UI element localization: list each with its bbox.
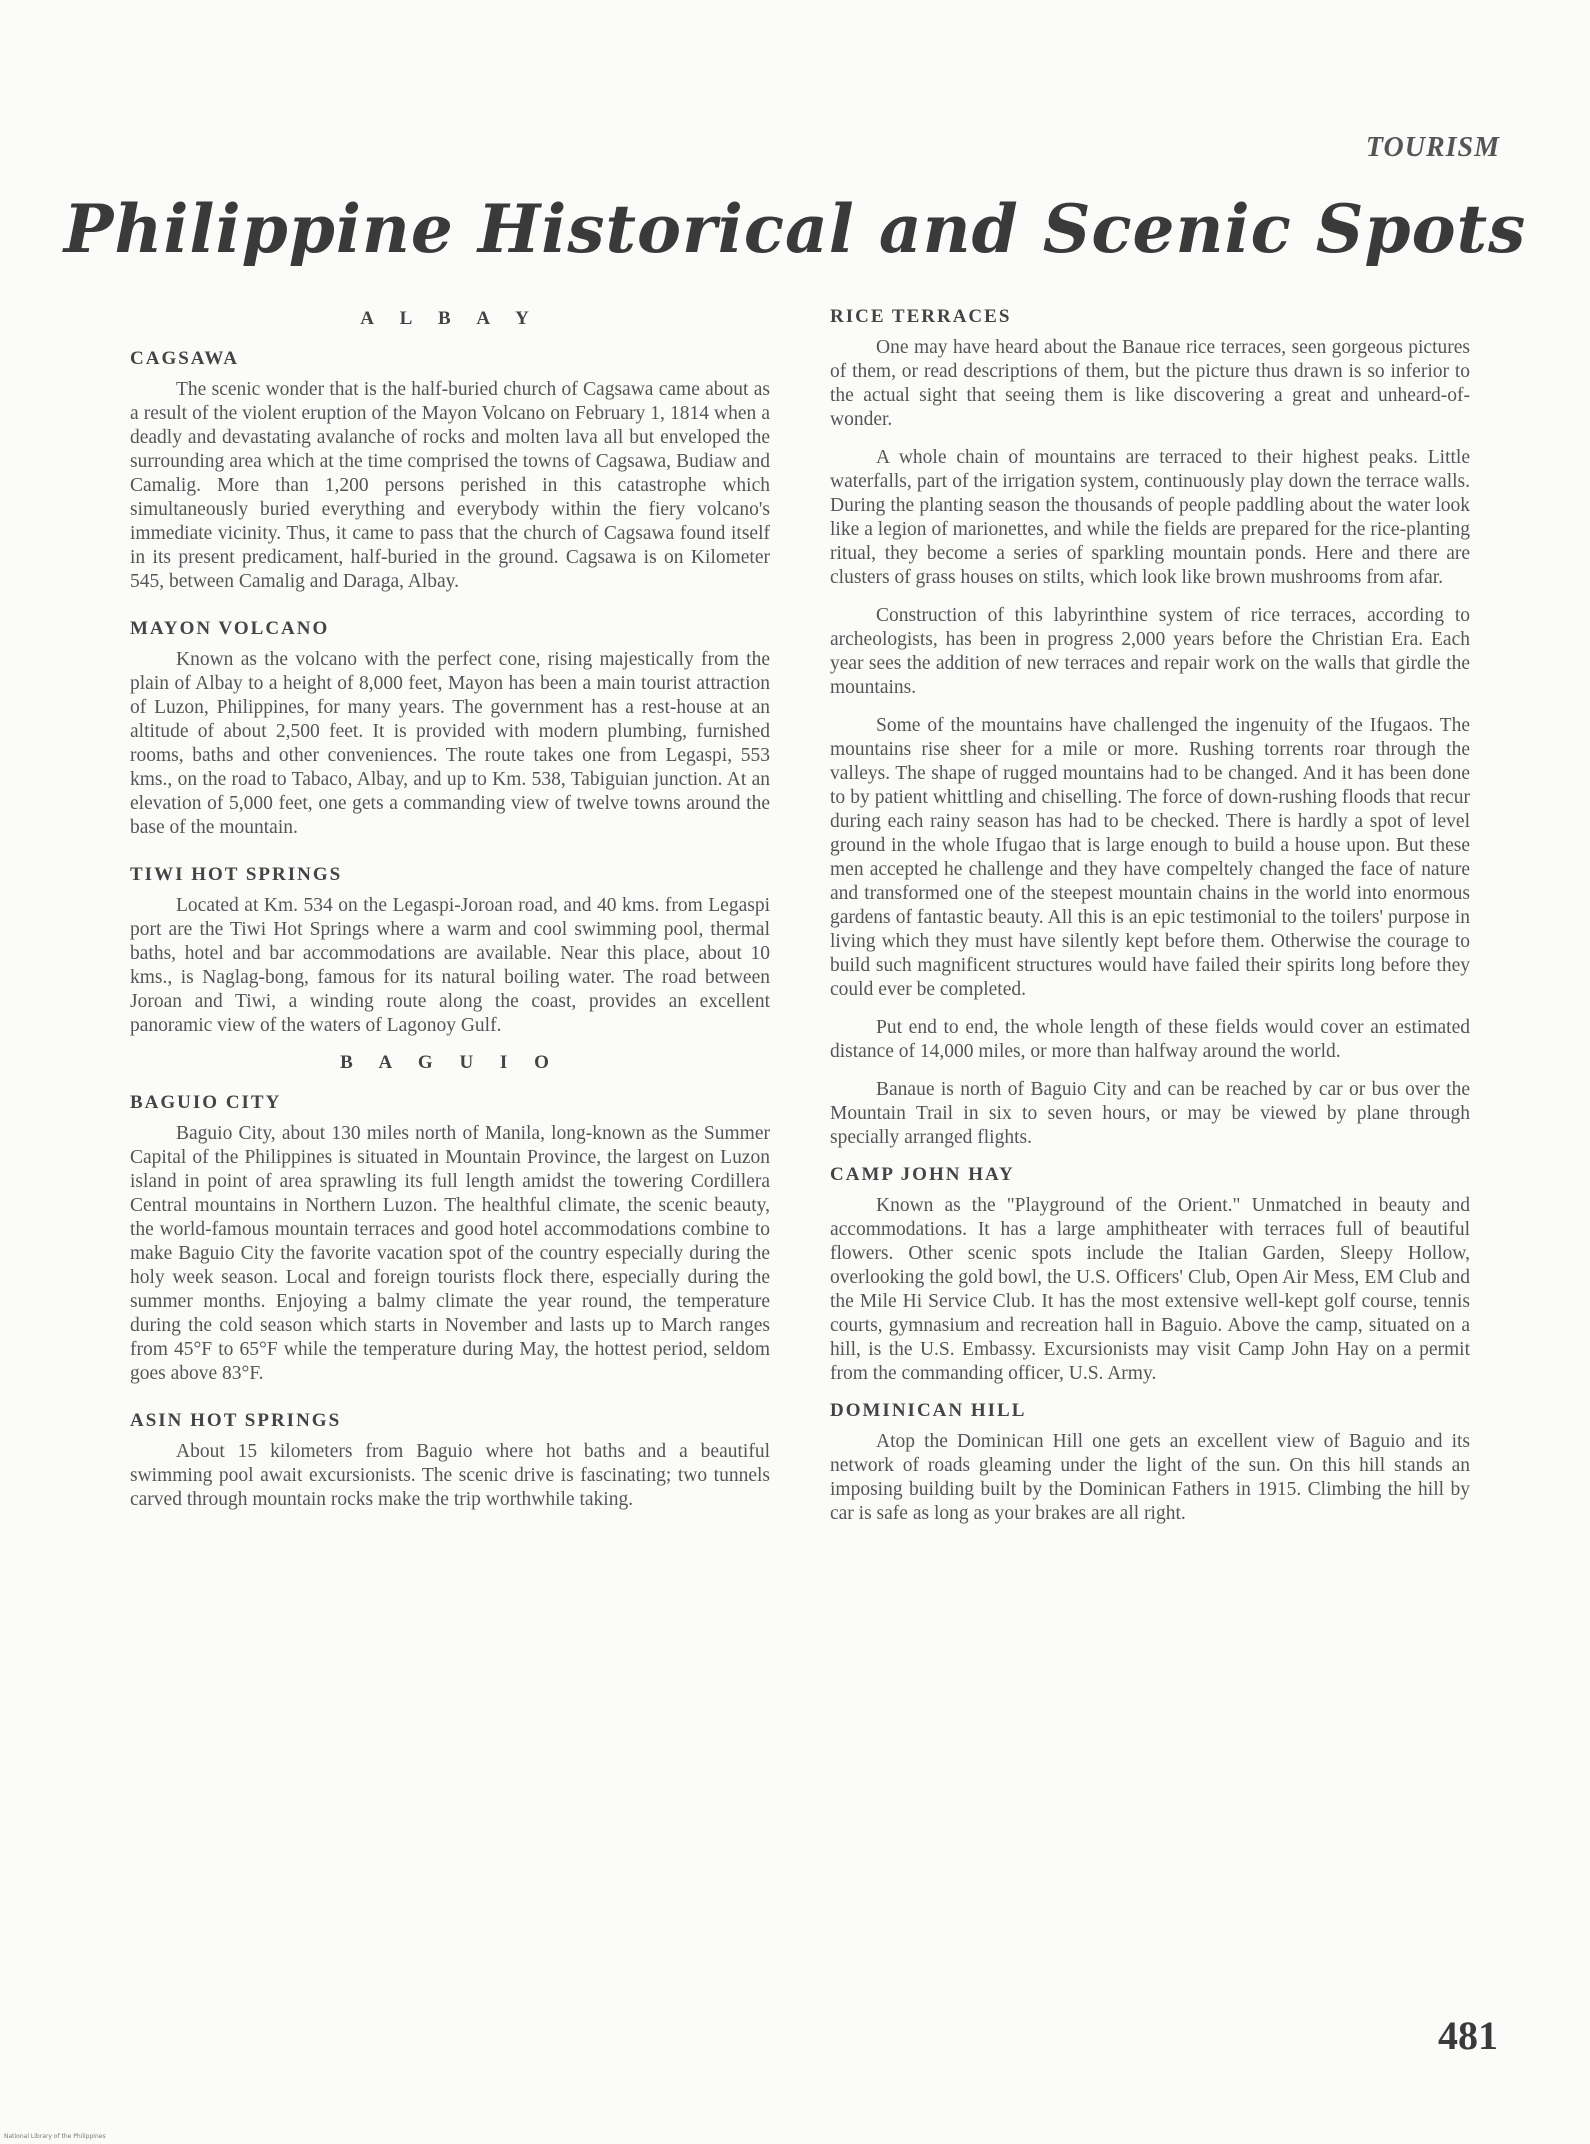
region-heading-albay: A L B A Y xyxy=(360,308,540,329)
article-rice-terraces-p4: Some of the mountains have challenged the ingenuity of the Ifugaos. The mountains rise sheer for a mile or more. Rushing torrents roar through the valleys. The shape of rugged mountains had to be changed. And it has been done to by patient whittling and chiselling. The force of down-rushing floods that recur during each rainy season has had to be checked. There is hardly a spot of level ground in the whole Ifugao that is large enough to build a house upon. But these men accepted he challenge and they have compeltely changed the face of nature and transformed one of the steepest mountain chains in the world into enormous gardens of fantastic beauty. All this is an epic testimonial to the toilers' purpose in living which they must have silently kept before them. Otherwise the courage to build such magnificent structures would have failed their spirits long before they could ever be completed. xyxy=(830,715,1470,1000)
heading-dominican-hill: DOMINICAN HILL xyxy=(830,1400,1027,1421)
article-tiwi-hot-springs: Located at Km. 534 on the Legaspi-Joroan road, and 40 kms. from Legaspi port are the Tiwi Hot Springs where a warm and cool swimming pool, thermal baths, hotel and bar accommodations are available. Near this place, about 10 kms., is Naglag-bong, famous for its natural boiling water. The road between Joroan and Tiwi, a winding route along the coast, provides an excellent panoramic view of the waters of Lagonoy Gulf. xyxy=(130,895,770,1036)
heading-rice-terraces: RICE TERRACES xyxy=(830,306,1012,327)
heading-cagsawa: CAGSAWA xyxy=(130,348,240,369)
article-rice-terraces-p3: Construction of this labyrinthine system of rice terraces, according to archeologists, has been in progress 2,000 years before the Christian Era. Each year sees the addition of new terraces and repair work on the walls that girdle the mountains. xyxy=(830,605,1470,698)
left-column xyxy=(130,298,770,1526)
heading-asin-hot-springs: ASIN HOT SPRINGS xyxy=(130,1410,342,1431)
page-title: Philippine Historical and Scenic Spots xyxy=(63,190,1527,268)
library-footnote: National Library of the Philippines xyxy=(4,2133,106,2140)
article-rice-terraces-p5: Put end to end, the whole length of these fields would cover an estimated distance of 14,000 miles, or more than halfway around the world. xyxy=(830,1017,1470,1062)
heading-baguio-city: BAGUIO CITY xyxy=(130,1092,282,1113)
article-mayon-volcano: Known as the volcano with the perfect cone, rising majestically from the plain of Albay to a height of 8,000 feet, Mayon has been a main tourist attraction of Luzon, Philippines, for many years. The government has a rest-house at an altitude of about 2,500 feet. It is provided with modern plumbing, furnished rooms, baths and other conveniences. The route takes one from Legaspi, 553 kms., on the road to Tabaco, Albay, and up to Km. 538, Tabiguian junction. At an elevation of 5,000 feet, one gets a commanding view of twelve towns around the base of the mountain. xyxy=(130,649,770,838)
right-column xyxy=(830,298,1470,1540)
article-rice-terraces-p2: A whole chain of mountains are terraced to their highest peaks. Little waterfalls, part of the irrigation system, continuously play down the terrace walls. During the planting season the thousands of people paddling about the water look like a legion of marionettes, and while the fields are prepared for the rice-planting ritual, they become a series of sparkling mountain ponds. Here and there are clusters of grass houses on stilts, which look like brown mushrooms from afar. xyxy=(830,447,1470,588)
section-tag: TOURISM xyxy=(1365,132,1500,163)
article-rice-terraces-p1: One may have heard about the Banaue rice terraces, seen gorgeous pictures of them, or read descriptions of them, but the picture thus drawn is so inferior to the actual sight that seeing them is like discovering a great and unheard-of-wonder. xyxy=(830,337,1470,430)
article-camp-john-hay: Known as the "Playground of the Orient." Unmatched in beauty and accommodations. It has a large amphitheater with terraces full of beautiful flowers. Other scenic spots include the Italian Garden, Sleepy Hollow, overlooking the gold bowl, the U.S. Officers' Club, Open Air Mess, EM Club and the Mile Hi Service Club. It has the most extensive well-kept golf course, tennis courts, gymnasium and recreation hall in Baguio. Above the camp, situated on a hill, is the U.S. Embassy. Excursionists may visit Camp John Hay on a permit from the commanding officer, U.S. Army. xyxy=(830,1195,1470,1384)
heading-camp-john-hay: CAMP JOHN HAY xyxy=(830,1164,1015,1185)
article-asin-hot-springs: About 15 kilometers from Baguio where hot baths and a beautiful swimming pool await excursionists. The scenic drive is fascinating; two tunnels carved through mountain rocks make the trip worthwhile taking. xyxy=(130,1441,770,1510)
article-baguio-city: Baguio City, about 130 miles north of Manila, long-known as the Summer Capital of the Philippines is situated in Mountain Province, the largest on Luzon island in point of area sprawling its full length amidst the towering Cordillera Central mountains in Northern Luzon. The healthful climate, the scenic beauty, the world-famous mountain terraces and good hotel accommodations combine to make Baguio City the favorite vacation spot of the country especially during the holy week season. Local and foreign tourists flock there, especially during the summer months. Enjoying a balmy climate the year round, the temperature during the cold season which starts in November and lasts up to March ranges from 45°F to 65°F while the temperature during May, the hottest period, seldom goes above 83°F. xyxy=(130,1123,770,1384)
heading-tiwi-hot-springs: TIWI HOT SPRINGS xyxy=(130,864,343,885)
heading-mayon-volcano: MAYON VOLCANO xyxy=(130,618,330,639)
article-cagsawa: The scenic wonder that is the half-buried church of Cagsawa came about as a result of the violent eruption of the Mayon Volcano on February 1, 1814 when a deadly and devastating avalanche of rocks and molten lava all but enveloped the surrounding area which at the time comprised the towns of Cagsawa, Budiaw and Camalig. More than 1,200 persons perished in this catastrophe which simultaneously buried everything and everybody within the fiery volcano's immediate vicinity. Thus, it came to pass that the church of Cagsawa found itself in its present predicament, half-buried in the ground. Cagsawa is on Kilometer 545, between Camalig and Daraga, Albay. xyxy=(130,379,770,592)
region-heading-baguio: B A G U I O xyxy=(340,1052,560,1073)
page-number: 481 xyxy=(1438,2013,1498,2058)
article-rice-terraces-p6: Banaue is north of Baguio City and can be reached by car or bus over the Mountain Trail in six to seven hours, or may be viewed by plane through specially arranged flights. xyxy=(830,1079,1470,1148)
article-dominican-hill: Atop the Dominican Hill one gets an excellent view of Baguio and its network of roads gleaming under the light of the sun. On this hill stands an imposing building built by the Dominican Fathers in 1915. Climbing the hill by car is safe as long as your brakes are all right. xyxy=(830,1431,1470,1524)
